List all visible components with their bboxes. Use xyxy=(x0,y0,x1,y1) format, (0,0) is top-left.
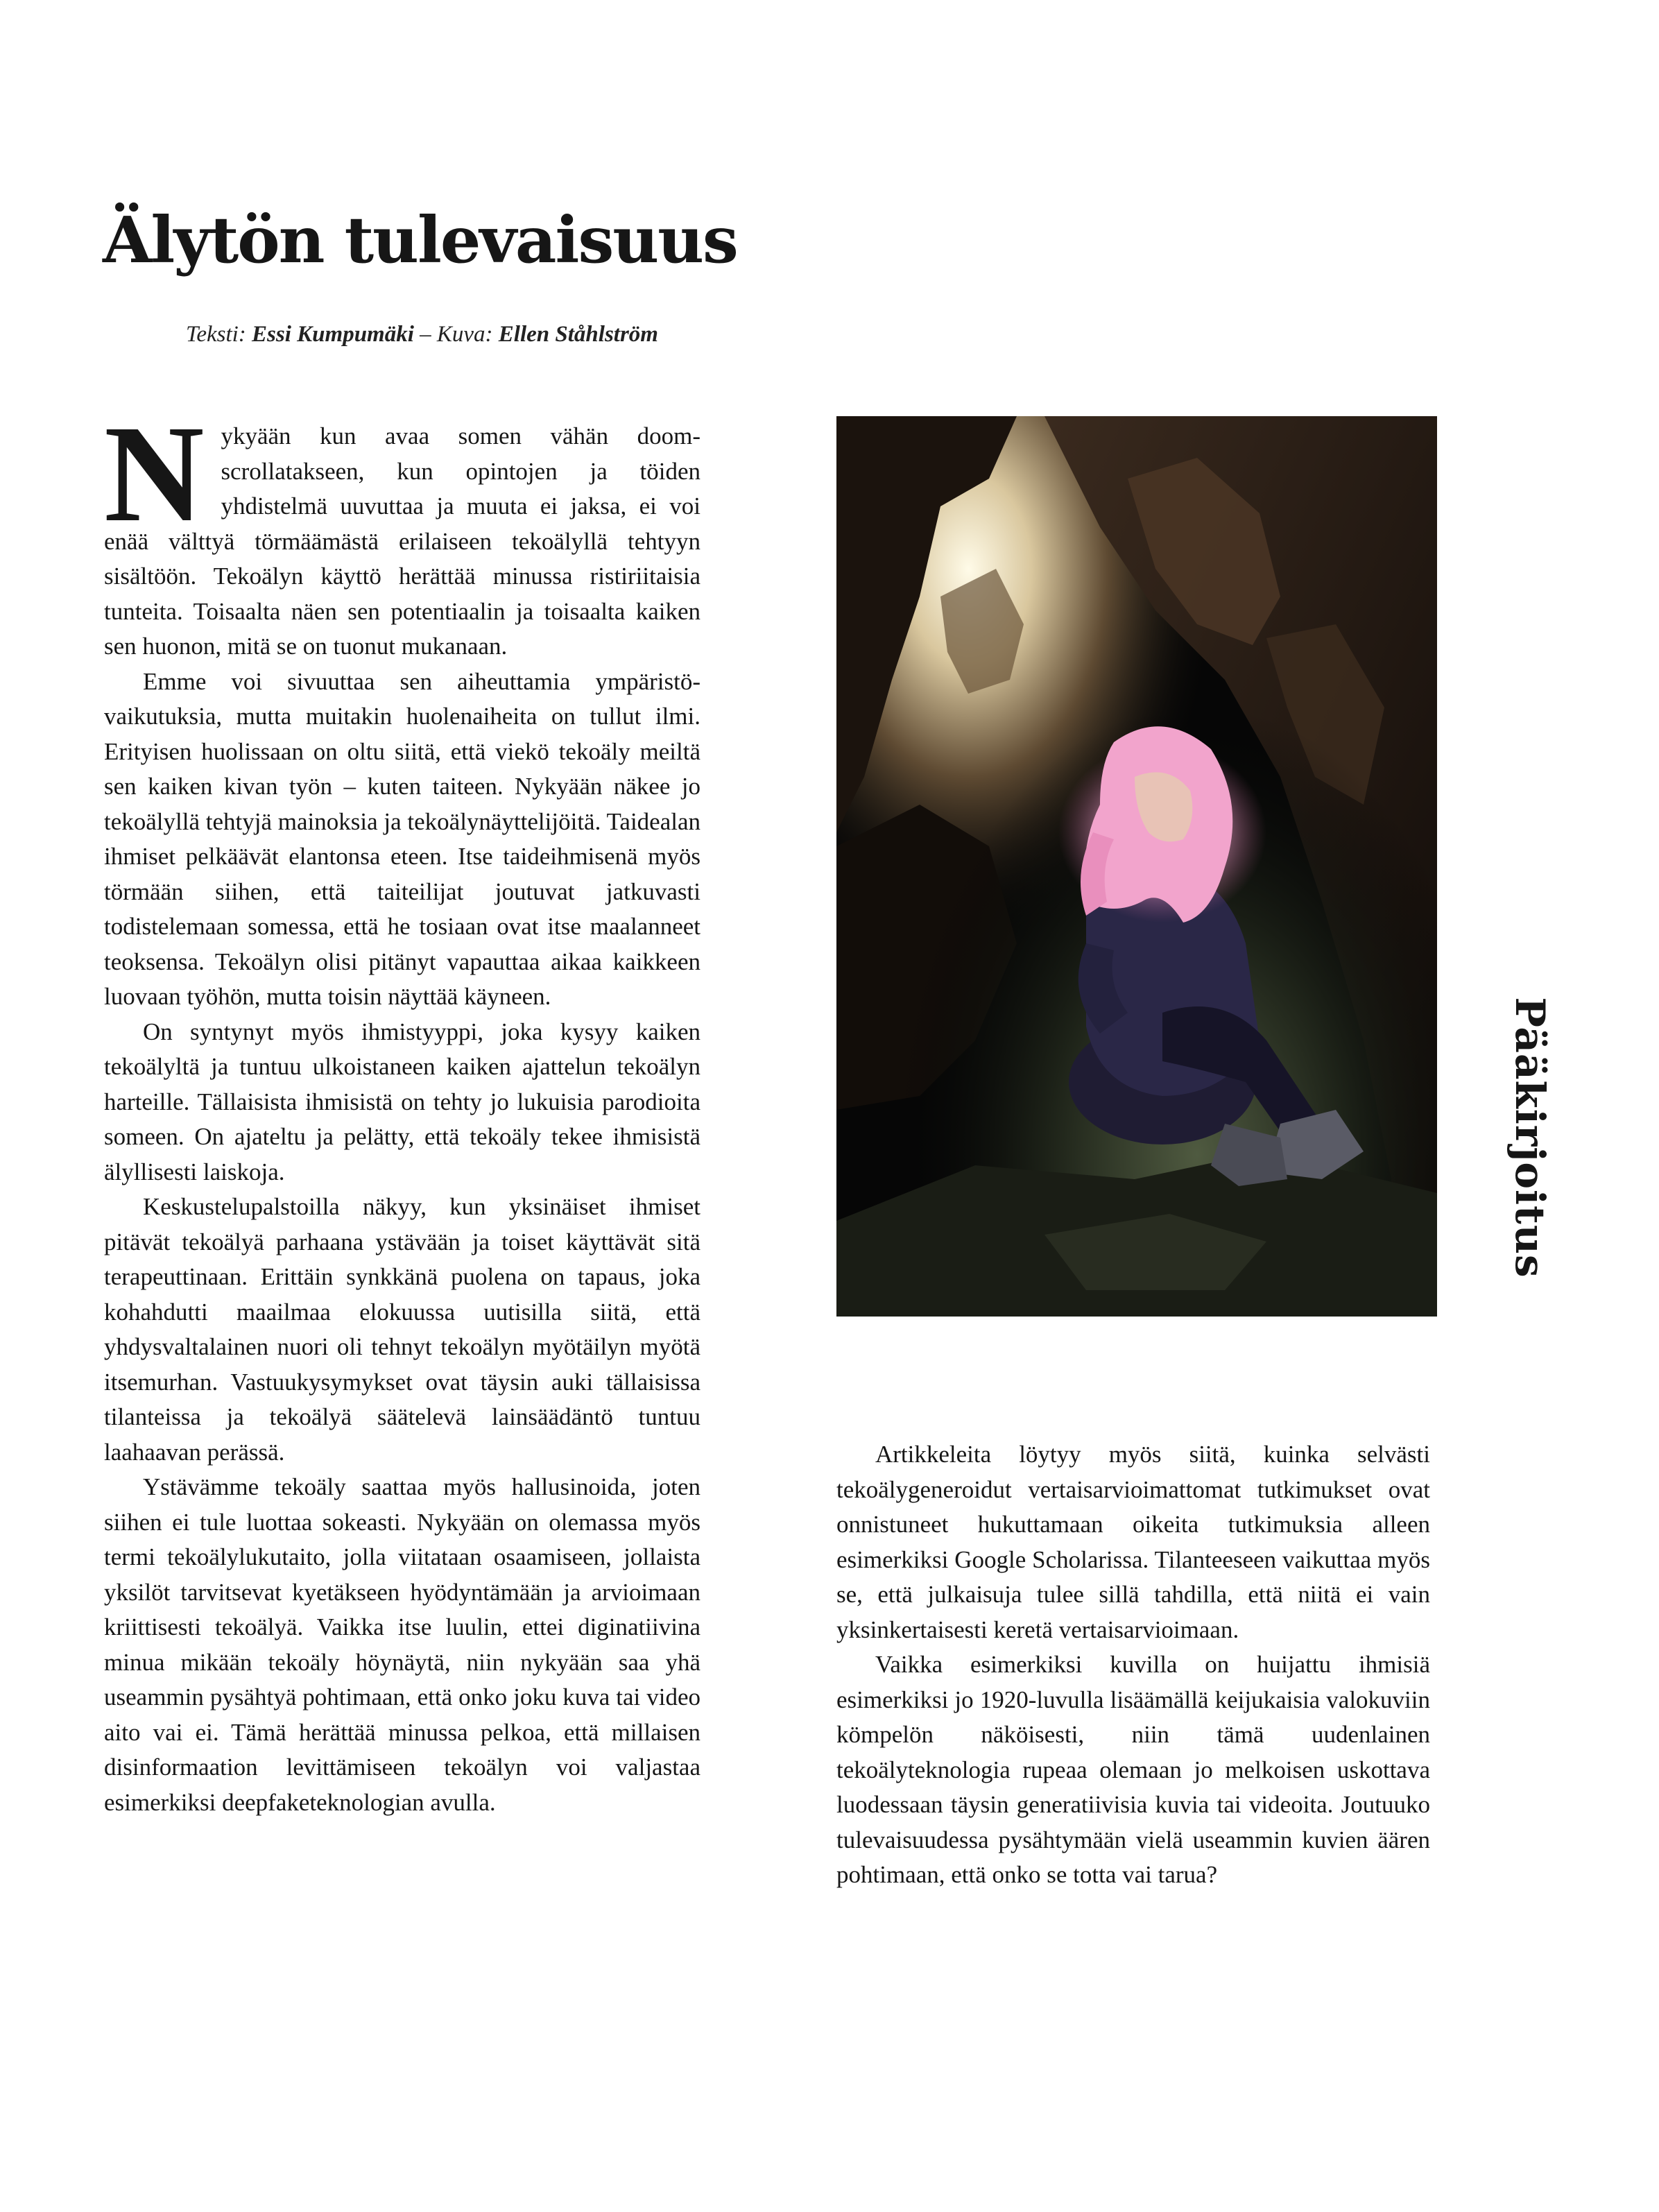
drop-cap: N xyxy=(104,397,205,551)
byline-text-label: Teksti: xyxy=(186,322,246,347)
left-column xyxy=(104,397,700,1820)
byline-text-author: Essi Kumpumäki xyxy=(252,322,414,347)
left-paragraph-3: Keskustelupalstoilla näkyy, kun yksinäiset ihmiset pitävät tekoälyä parhaana ystävään ja toiset käyttävät sitä terapeuttinaan. Erittäin synkkänä puolena on tapaus, joka kohahdutti maailmaa elokuussa uutisilla siitä, että yhdysvaltalainen nuori oli tehnyt tekoälyn myötäilyn myötä itsemurhan. Vastuukysymykset ovat täysin auki tällaisissa tilanteissa ja tekoälyä säätelevä lainsäädäntö tuntuu laahaavan perässä. xyxy=(104,1193,700,1466)
article-title: Älytön tulevaisuus xyxy=(103,203,737,277)
section-label xyxy=(1495,971,1565,1304)
right-paragraph-2: Vaikka esimerkiksi kuvilla on huijattu ihmisiä esimerkiksi jo 1920-luvulla lisäämällä keijukaisia valokuviin kömpelön näköisesti, niin tämä uudenlainen tekoälyteknologia rupeaa olemaan jo melkoisen uskottava luodessaan täysin generatiivisia kuvia tai videoita. Joutuuko tulevaisuudessa pysähtymään vielä useammin kuvien äären pohtimaan, että onko se totta vai tarua? xyxy=(836,1651,1430,1888)
left-paragraph-4: Ystävämme tekoäly saattaa myös hallusinoida, joten siihen ei tule luottaa sokeasti. Nykyään on olemassa myös termi tekoälylukutaito, jolla viitataan osaamiseen, jollaista yksilöt tarvitsevat kyetäkseen hyödyntämään ja arvioimaan kriittisesti tekoälyä. Vaikka itse luulin, ettei diginatiivina minua mikään tekoäly höynäytä, niin nykyään saa yhä useammin pysähtyä pohtimaan, että onko joku kuva tai video aito vai ei. Tämä herättää minussa pelkoa, että millaisen disinformaation levittämiseen tekoälyn voi valjastaa esimerkiksi deepfaketeknologian avulla. xyxy=(104,1473,700,1816)
cave-photo-illustration xyxy=(836,416,1437,1317)
intro-paragraph xyxy=(104,397,700,665)
section-label-text: Pääkirjoitus xyxy=(1506,997,1554,1278)
left-paragraph-2: On syntynyt myös ihmistyyppi, joka kysyy kaiken tekoälyltä ja tuntuu ulkoistaneen kaiken ajattelun tekoälyn harteille. Tällaisista ihmisistä on tehty jo lukuisia parodioita someen. On ajateltu ja pelätty, että tekoäly tekee ihmisistä älyllisesti laiskoja. xyxy=(104,1018,700,1185)
byline xyxy=(186,322,658,347)
byline-separator: – xyxy=(413,322,437,347)
byline-photo-author: Ellen Ståhlström xyxy=(498,322,658,347)
cave-photo xyxy=(836,416,1437,1317)
right-paragraph-1: Artikkeleita löytyy myös siitä, kuinka selvästi tekoälygeneroidut vertaisarvioimattomat tutkimukset ovat onnistuneet hukuttamaan oikeita tutkimuksia alleen esimerkiksi Google Scholarissa. Tilanteeseen vaikuttaa myös se, että julkaisuja tulee sillä tahdilla, että niitä ei vain yksinkertaisesti keretä vertaisarvioimaan. xyxy=(836,1441,1430,1643)
byline-photo-label: Kuva: xyxy=(436,322,493,347)
intro-text: ykyään kun avaa somen vähän doomscrollatakseen, kun opintojen ja töiden yhdistelmä uuvuttaa ja muuta ei jaksa, ei voi enää välttyä törmäämästä erilaiseen tekoälyllä tehtyyn sisältöön. Tekoälyn käyttö herättää minussa ristiriitaisia tunteita. Toisaalta näen sen potentiaalin ja toisaalta kaiken sen huonon, mitä se on tuonut mukanaan. xyxy=(104,422,700,660)
left-paragraph-1: Emme voi sivuuttaa sen aiheuttamia ympäristövaikutuksia, mutta muitakin huolenaiheita on tullut ilmi. Erityisen huolissaan on oltu siitä, että viekö tekoäly meiltä sen kaiken kivan työn – kuten taiteen. Nykyään näkee jo tekoälyllä tehtyjä mainoksia ja tekoälynäyttelijöitä. Taidealan ihmiset pelkäävät elantonsa eteen. Itse taideihmisenä myös törmään siihen, että taiteilijat joutuvat jatkuvasti todistelemaan somessa, että he tosiaan ovat itse maalanneet teoksensa. Tekoälyn olisi pitänyt vapauttaa aikaa kaikkeen luovaan työhön, mutta toisin näyttää käyneen. xyxy=(104,667,700,1010)
right-column xyxy=(836,1437,1430,1893)
